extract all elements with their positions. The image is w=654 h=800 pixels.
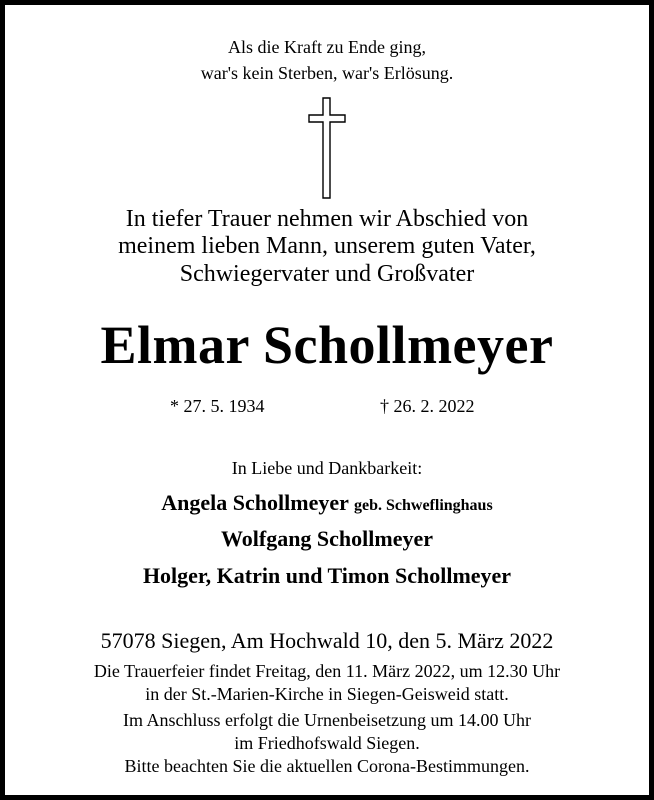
place-date: 57078 Siegen, Am Hochwald 10, den 5. März 2022 <box>100 628 554 653</box>
info-line-5: Bitte beachten Sie die aktuellen Corona-Bestimmungen. <box>124 756 530 776</box>
life-dates <box>5 395 649 417</box>
birth-date: * 27. 5. 1934 <box>170 396 265 416</box>
info-line-3: Im Anschluss erfolgt die Urnenbeisetzung um 14.00 Uhr <box>123 710 531 730</box>
deceased-name: Elmar Schollmeyer <box>100 315 554 375</box>
info-line-1: Die Trauerfeier findet Freitag, den 11. März 2022, um 12.30 Uhr <box>93 661 561 681</box>
intro-line-1: In tiefer Trauer nehmen wir Abschied von <box>125 206 529 232</box>
motto-line-2: war's kein Sterben, war's Erlösung. <box>200 63 454 83</box>
mourner-3: Holger, Katrin und Timon Schollmeyer <box>142 563 512 588</box>
info-line-4: im Friedhofswald Siegen. <box>234 733 420 753</box>
love-line: In Liebe und Dankbarkeit: <box>231 458 423 478</box>
death-date: † 26. 2. 2022 <box>380 396 475 416</box>
mourner-1 <box>5 489 649 520</box>
mourner-1-note: geb. Schweflinghaus <box>353 497 493 514</box>
intro-line-2: meinem lieben Mann, unserem guten Vater, <box>118 233 536 259</box>
mourner-1-name: Angela Schollmeyer <box>161 490 349 515</box>
cross-icon <box>5 97 649 199</box>
intro-line-3: Schwiegervater und Großvater <box>179 261 475 287</box>
motto-line-1: Als die Kraft zu Ende ging, <box>228 37 426 57</box>
info-line-2: in der St.-Marien-Kirche in Siegen-Geisweid statt. <box>145 684 509 704</box>
mourner-2: Wolfgang Schollmeyer <box>220 526 434 551</box>
